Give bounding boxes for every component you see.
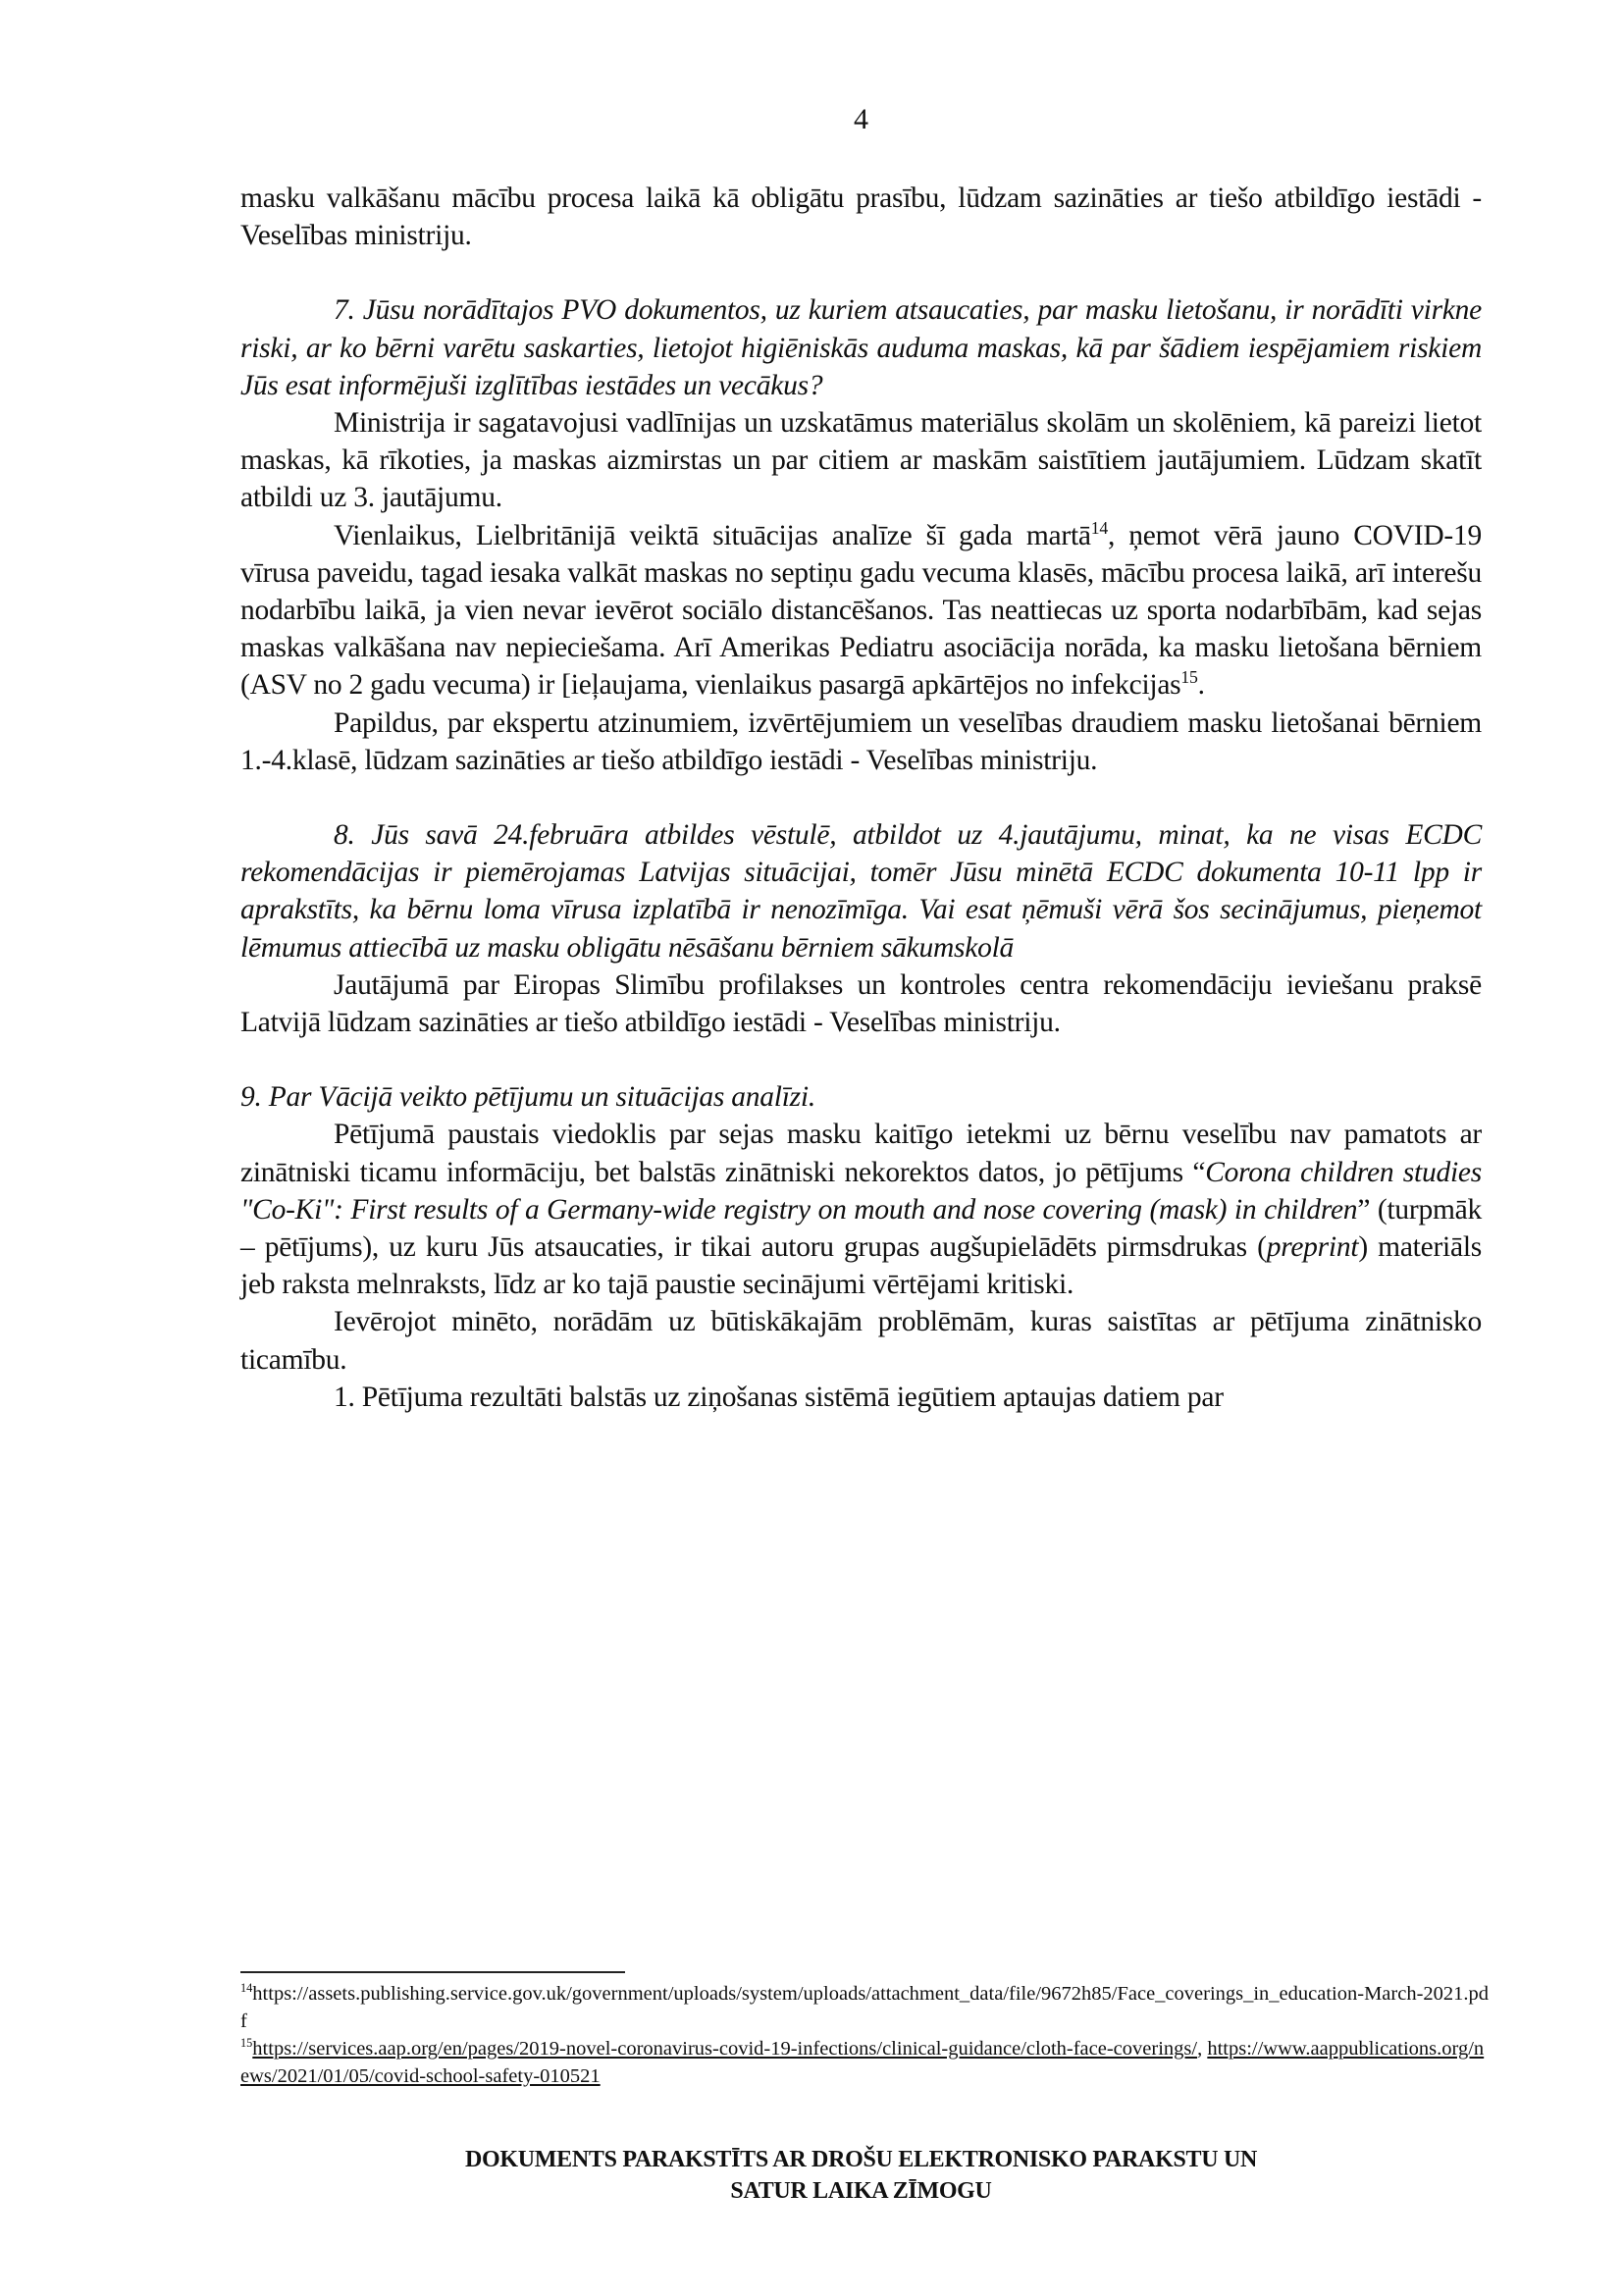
document-body [240, 180, 1482, 1416]
answer-9-paragraph-1 [240, 1116, 1482, 1303]
answer-7-text-b: , ņemot vērā jauno COVID-19 vīrusa paveidu, tagad iesaka valkāt maskas no septiņu gadu vecuma klasēs, mācību procesa laikā, arī interešu nodarbību laikā, ja vien nevar ievērot sociālo distancēšanos. Tas neattiecas uz sporta nodarbībām, kad sejas maskas valkāšana nav nepieciešama. Arī Amerikas Pediatru asociācija norāda, ka masku lietošana bērniem (ASV no 2 gadu vecuma) ir [ieļaujama, vienlaikus pasargā apkārtējos no infekcijas [240, 519, 1482, 702]
study-title: Corona children studies "Co-Ki": First results of a Germany-wide registry on mouth and nose covering (mask) in children [240, 1156, 1482, 1226]
stamp-line-2: SATUR LAIKA ZĪMOGU [730, 2178, 992, 2204]
question-9: 9. Par Vācijā veikto pētījumu un situācijas analīzi. [240, 1081, 815, 1114]
answer-9-text-c: ) materiāls jeb raksta melnraksts, līdz ar ko tajā paustie secinājumi vērtējami kritiski. [240, 1231, 1482, 1301]
paragraph-gap [240, 779, 1482, 816]
question-8: 8. Jūs savā 24.februāra atbildes vēstulē, atbildot uz 4.jautājumu, minat, ka ne visas ECDC rekomendācijas ir piemērojamas Latvijas situācijai, tomēr Jūsu minētā ECDC dokumenta 10-11 lpp ir aprakstīts, ka bērnu loma vīrusa izplatībā ir nenozīmīga. Vai esat ņēmuši vērā šos secinājumus, pieņemot lēmumus attiecībā uz masku obligātu nēsāšanu bērniem sākumskolā [240, 819, 1482, 964]
answer-9-text-a: Pētījumā paustais viedoklis par sejas masku kaitīgo ietekmi uz bērnu veselību nav pamatots ar zinātniski ticamu informāciju, bet balstās zinātniski nekorektos datos, jo pētījums “ [240, 1119, 1482, 1188]
answer-9-list-item-1: 1. Pētījuma rezultāti balstās uz ziņošanas sistēmā iegūtiem aptaujas datiem par [334, 1381, 1224, 1413]
footnote-15 [240, 2035, 1492, 2090]
footnote-14 [240, 1980, 1492, 2035]
paragraph-continuation: masku valkāšanu mācību procesa laikā kā obligātu prasību, lūdzam sazināties ar tiešo atbildīgo iestādi - Veselības ministriju. [240, 183, 1482, 252]
page-number: 4 [854, 103, 868, 135]
answer-7-paragraph-2 [240, 517, 1482, 704]
answer-9-paragraph-2: Ievērojot minēto, norādām uz būtiskākajām problēmām, kuras saistītas ar pētījuma zinātnisko ticamību. [240, 1306, 1482, 1376]
signature-stamp-notice [240, 2144, 1482, 2207]
answer-9-text-b: ” (turpmāk – pētījums), uz kuru Jūs atsaucaties, ir tikai autoru grupas augšupielādēts pirmsdrukas ( [240, 1193, 1483, 1264]
answer-7-paragraph-3: Papildus, par ekspertu atzinumiem, izvērtējumiem un veselības draudiem masku lietošanai bērniem 1.-4.klasē, lūdzam sazināties ar tiešo atbildīgo iestādi - Veselības ministriju. [240, 706, 1482, 776]
answer-7-paragraph-1: Ministrija ir sagatavojusi vadlīnijas un uzskatāmus materiālus skolām un skolēniem, kā pareizi lietot maskas, kā rīkoties, ja maskas aizmirstas un par citiem ar maskām saistītiem jautājumiem. Lūdzam skatīt atbildi uz 3. jautājumu. [240, 407, 1482, 514]
footnote-14-url[interactable]: https://assets.publishing.service.gov.uk/government/uploads/system/uploads/attachment_data/file/9672h85/Face_coverings_in_education-March-2021.pdf [240, 1983, 1490, 2032]
footnote-separator-comma: , [1197, 2038, 1208, 2060]
answer-7-text-a: Vienlaikus, Lielbritānijā veiktā situācijas analīze šī gada martā [334, 519, 1091, 551]
question-7: 7. Jūsu norādītajos PVO dokumentos, uz kuriem atsaucaties, par masku lietošanu, ir norādīti virkne riski, ar ko bērni varētu saskarties, lietojot higiēniskās auduma maskas, kā par šādiem iespējamiem riskiem Jūs esat informējuši izglītības iestādes un vecākus? [240, 294, 1482, 401]
footnote-15-link-aap-news[interactable]: https://www.aappublications.org/news/2021/01/05/covid-school-safety-010521 [240, 2038, 1485, 2087]
footnote-15-link-aap-guidance[interactable]: https://services.aap.org/en/pages/2019-novel-coronavirus-covid-19-infections/clinical-guidance/cloth-face-coverings/ [252, 2038, 1198, 2060]
footnote-separator [240, 1971, 625, 1973]
footnote-ref-14[interactable]: 14 [1090, 517, 1108, 538]
preprint-term: preprint [1266, 1231, 1359, 1264]
answer-8: Jautājumā par Eiropas Slimību profilakses un kontroles centra rekomendāciju ieviešanu praksē Latvijā lūdzam sazināties ar tiešo atbildīgo iestādi - Veselības ministriju. [240, 968, 1482, 1039]
answer-7-text-end: . [1197, 669, 1205, 702]
stamp-line-1: DOKUMENTS PARAKSTĪTS AR DROŠU ELEKTRONISKO PARAKSTU UN [464, 2147, 1258, 2172]
paragraph-gap [240, 254, 1482, 291]
paragraph-gap [240, 1041, 1482, 1078]
footnote-number: 15 [240, 2036, 253, 2051]
footnotes [240, 1980, 1492, 2090]
footnote-ref-15[interactable]: 15 [1180, 667, 1198, 688]
footnote-number: 14 [240, 1981, 253, 1996]
